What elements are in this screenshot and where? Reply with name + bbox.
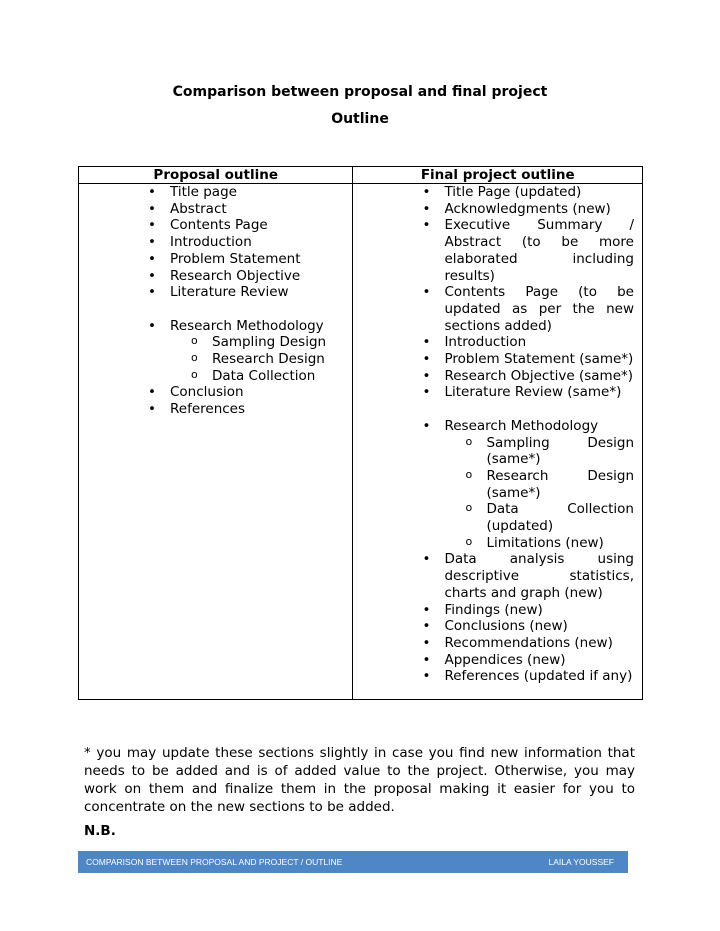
proposal-outline-item-text: References	[170, 401, 246, 418]
proposal-outline-item	[79, 201, 352, 218]
proposal-outline-item	[79, 384, 352, 401]
proposal-outline-subitem: o Sampling Design	[170, 334, 352, 351]
final-outline-item	[353, 418, 642, 552]
proposal-outline-item-text: Problem Statement	[170, 250, 301, 267]
final-outline-item	[353, 635, 642, 652]
final-outline-item	[353, 334, 642, 351]
proposal-outline-header: Proposal outline	[79, 167, 353, 184]
final-outline-item	[353, 602, 642, 619]
proposal-outline-item	[79, 217, 352, 234]
final-outline-item-text: Title Page (updated)	[444, 184, 582, 200]
final-outline-item	[353, 184, 642, 201]
final-outline-item-text: Appendices (new)	[444, 651, 566, 668]
proposal-outline-subitem: o Data Collection	[170, 368, 352, 385]
footer-author: LAILA YOUSSEF	[548, 857, 614, 867]
proposal-outline-item-text: Research Objective	[170, 267, 301, 284]
final-outline-item-text: Problem Statement (same*)	[444, 351, 634, 368]
proposal-outline-item	[79, 184, 352, 201]
final-outline-header: Final project outline	[353, 167, 643, 184]
proposal-outline-item-text: Title page	[170, 184, 237, 200]
final-outline-item-text: Conclusions (new)	[444, 618, 568, 635]
comparison-table	[78, 166, 643, 700]
proposal-outline-item-text: Contents Page	[170, 217, 268, 234]
proposal-outline-item-text: Introduction	[170, 234, 252, 251]
final-outline-subitem: o Sampling Design (same*)	[444, 435, 634, 468]
final-outline-item	[353, 384, 642, 401]
final-outline-cell	[353, 184, 643, 700]
proposal-outline-list	[79, 184, 352, 418]
final-outline-item	[353, 201, 642, 218]
final-outline-sublist	[444, 435, 634, 552]
final-outline-item-text: Recommendations (new)	[444, 634, 613, 651]
footnote: * you may update these sections slightly in case you find new information that needs to be added and is of added value to the project. Otherwise, you may work on them and finalize them in the proposal making it easier for you to concentrate on the new sections to be added.	[84, 745, 635, 815]
final-outline-item	[353, 368, 642, 385]
proposal-outline-item	[79, 251, 352, 268]
proposal-outline-item-text: Research Methodology	[170, 317, 324, 334]
document-subtitle: Outline	[331, 111, 389, 127]
final-outline-subitem: o Limitations (new)	[444, 535, 634, 552]
final-outline-item-text: Contents Page (to be updated as per the new sections added)	[444, 284, 634, 334]
final-outline-item-text: References (updated if any)	[444, 668, 633, 685]
final-outline-item-text: Research Methodology	[444, 417, 599, 434]
final-outline-list	[353, 184, 642, 685]
footer-bar	[78, 851, 628, 873]
proposal-outline-subitem: o Research Design	[170, 351, 352, 368]
proposal-outline-item-text: Literature Review	[170, 284, 289, 301]
final-outline-item-text: Literature Review (same*)	[444, 384, 622, 401]
proposal-outline-item	[79, 284, 352, 301]
final-outline-item	[353, 652, 642, 669]
nb-label: N.B.	[84, 823, 116, 839]
proposal-outline-cell	[79, 184, 353, 700]
final-outline-item	[353, 217, 642, 284]
final-outline-item	[353, 351, 642, 368]
proposal-outline-item	[79, 268, 352, 285]
final-outline-item	[353, 668, 642, 685]
final-outline-item-text: Introduction	[444, 334, 527, 351]
final-outline-item-text: Data analysis using descriptive statistics, charts and graph (new)	[444, 551, 634, 601]
footer-left-text: COMPARISON BETWEEN PROPOSAL AND PROJECT / OUTLINE	[86, 857, 343, 867]
final-outline-item	[353, 551, 642, 601]
final-outline-item-text: Executive Summary / Abstract (to be more elaborated including results)	[444, 217, 634, 284]
proposal-outline-item	[79, 318, 352, 385]
final-outline-item-text: Research Objective (same*)	[444, 367, 634, 384]
document-title: Comparison between proposal and final project	[172, 84, 548, 100]
proposal-outline-item	[79, 234, 352, 251]
final-outline-item	[353, 284, 642, 334]
final-outline-item-text: Findings (new)	[444, 601, 543, 618]
final-outline-subitem: o Data Collection (updated)	[444, 501, 634, 534]
final-outline-subitem: o Research Design (same*)	[444, 468, 634, 501]
final-outline-item-text: Acknowledgments (new)	[444, 200, 611, 217]
proposal-outline-item-text: Abstract	[170, 200, 227, 217]
proposal-outline-sublist	[170, 334, 352, 384]
proposal-outline-item	[79, 401, 352, 418]
final-outline-item	[353, 618, 642, 635]
proposal-outline-item-text: Conclusion	[170, 384, 244, 401]
